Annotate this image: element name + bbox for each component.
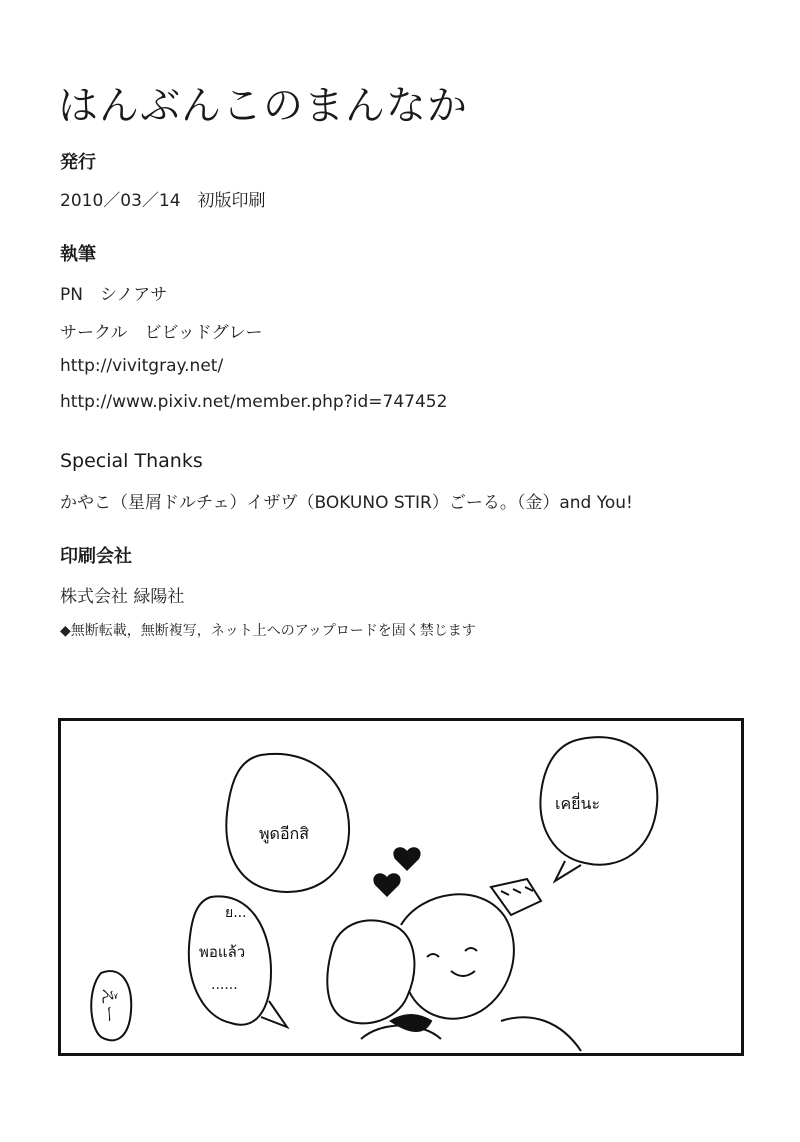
bubble-left-bottom-dots: ...... <box>211 977 238 993</box>
heart-icon <box>393 847 420 871</box>
publication-date: 2010／03／14 初版印刷 <box>60 191 266 211</box>
bubble-left-bottom-text: พอแล้ว <box>199 943 246 961</box>
bubble-left-top-text: พูดอีกสิ <box>259 824 309 843</box>
printer-heading: 印刷会社 <box>60 546 132 567</box>
author-pen-name: PN シノアサ <box>60 285 168 305</box>
author-circle: サークル ビビッドグレー <box>60 323 263 343</box>
copyright-notice: ◆無断転載，無断複写，ネット上へのアップロードを固く禁じます <box>60 623 476 639</box>
bubble-left-bottom-prefix: ย... <box>225 905 247 921</box>
page-title: はんぶんこのまんなか <box>58 83 468 129</box>
author-site-link[interactable]: http://vivitgray.net/ <box>60 356 224 376</box>
comic-illustration <box>61 721 744 1056</box>
author-heading: 執筆 <box>60 244 96 265</box>
printer-name: 株式会社 緑陽社 <box>60 587 185 607</box>
heart-icon <box>373 873 400 897</box>
thanks-heading: Special Thanks <box>60 450 203 472</box>
comic-panel <box>58 718 744 1056</box>
sfx-bottom-left: えー <box>98 987 119 1023</box>
speech-bubble-left-top <box>226 754 349 892</box>
thanks-names: かやこ（星屑ドルチェ）イザヴ（BOKUNO STIR）ごーる。（金）and You! <box>60 493 633 513</box>
publication-heading: 発行 <box>60 152 96 173</box>
character-illustration <box>327 879 581 1051</box>
author-pixiv-link[interactable]: http://www.pixiv.net/member.php?id=747452 <box>60 392 448 412</box>
bubble-right-text: เคยี่นะ <box>555 794 601 813</box>
